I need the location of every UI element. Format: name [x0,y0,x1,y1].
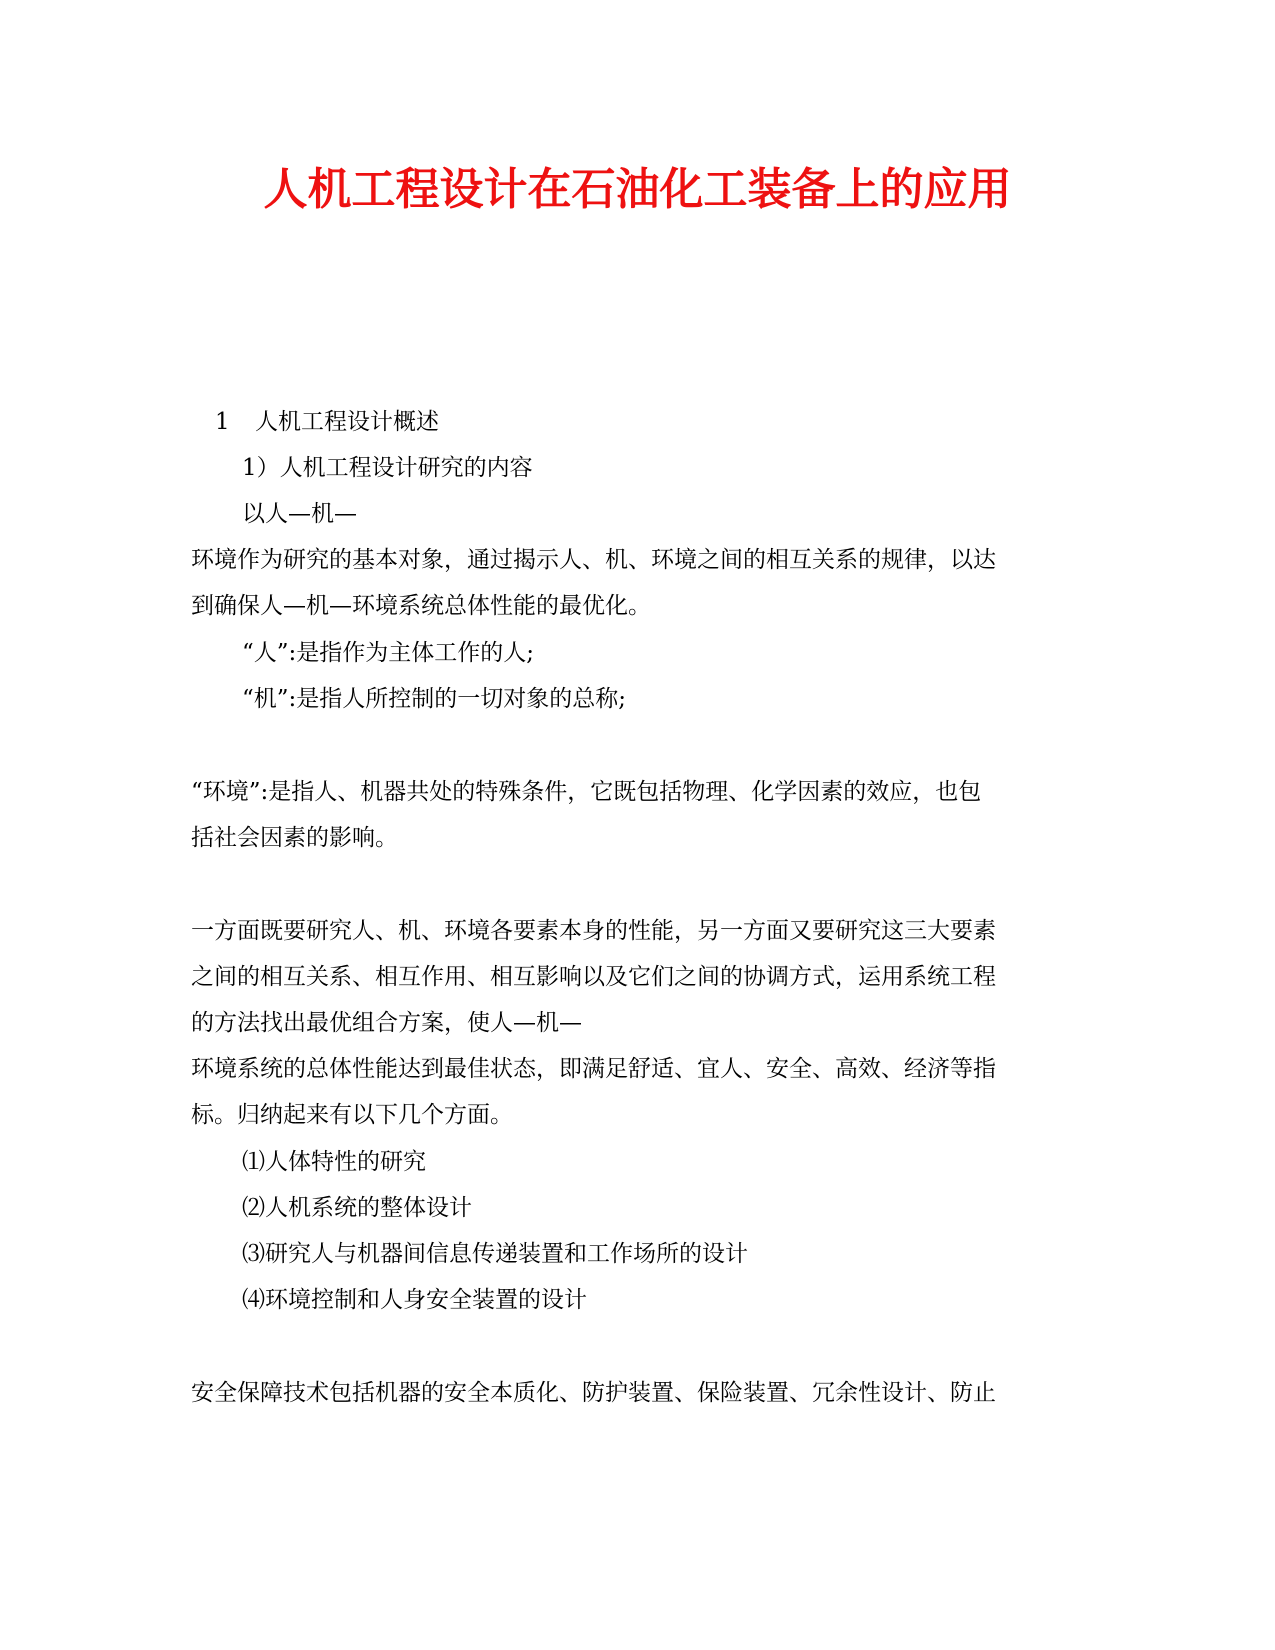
paragraph-line: 标。归纳起来有以下几个方面。 [191,1102,513,1128]
paragraph-line: 安全保障技术包括机器的安全本质化、防护装置、保险装置、冗余性设计、防止 [191,1380,996,1406]
list-item: ⑶研究人与机器间信息传递装置和工作场所的设计 [242,1241,748,1267]
definition-ren: “人”:是指作为主体工作的人; [242,640,535,666]
paragraph-line: 之间的相互关系、相互作用、相互影响以及它们之间的协调方式，运用系统工程 [191,964,996,990]
list-item: ⑴人体特性的研究 [242,1149,426,1175]
section-heading [215,406,439,438]
definition-environment: “环境”:是指人、机器共处的特殊条件，它既包括物理、化学因素的效应，也包 [191,779,982,805]
document-title: 人机工程设计在石油化工装备上的应用 [263,164,1012,215]
paragraph-line: 到确保人—机—环境系统总体性能的最优化。 [191,593,651,619]
paragraph-line: 环境系统的总体性能达到最佳状态，即满足舒适、宜人、安全、高效、经济等指 [191,1056,996,1082]
paragraph-line: 环境作为研究的基本对象，通过揭示人、机、环境之间的相互关系的规律，以达 [191,547,996,573]
paragraph-line: 以人—机— [242,501,357,527]
definition-ji: “机”:是指人所控制的一切对象的总称; [242,686,627,712]
section-number: 1 [215,409,230,435]
list-item: ⑷环境控制和人身安全装置的设计 [242,1287,587,1313]
paragraph-line: 的方法找出最优组合方案，使人—机— [191,1010,582,1036]
list-item: ⑵人机系统的整体设计 [242,1195,472,1221]
paragraph-line: 一方面既要研究人、机、环境各要素本身的性能，另一方面又要研究这三大要素 [191,918,996,944]
subsection-heading: 1）人机工程设计研究的内容 [242,455,533,481]
paragraph-line: 括社会因素的影响。 [191,825,398,851]
section-heading-text: 人机工程设计概述 [255,409,439,435]
